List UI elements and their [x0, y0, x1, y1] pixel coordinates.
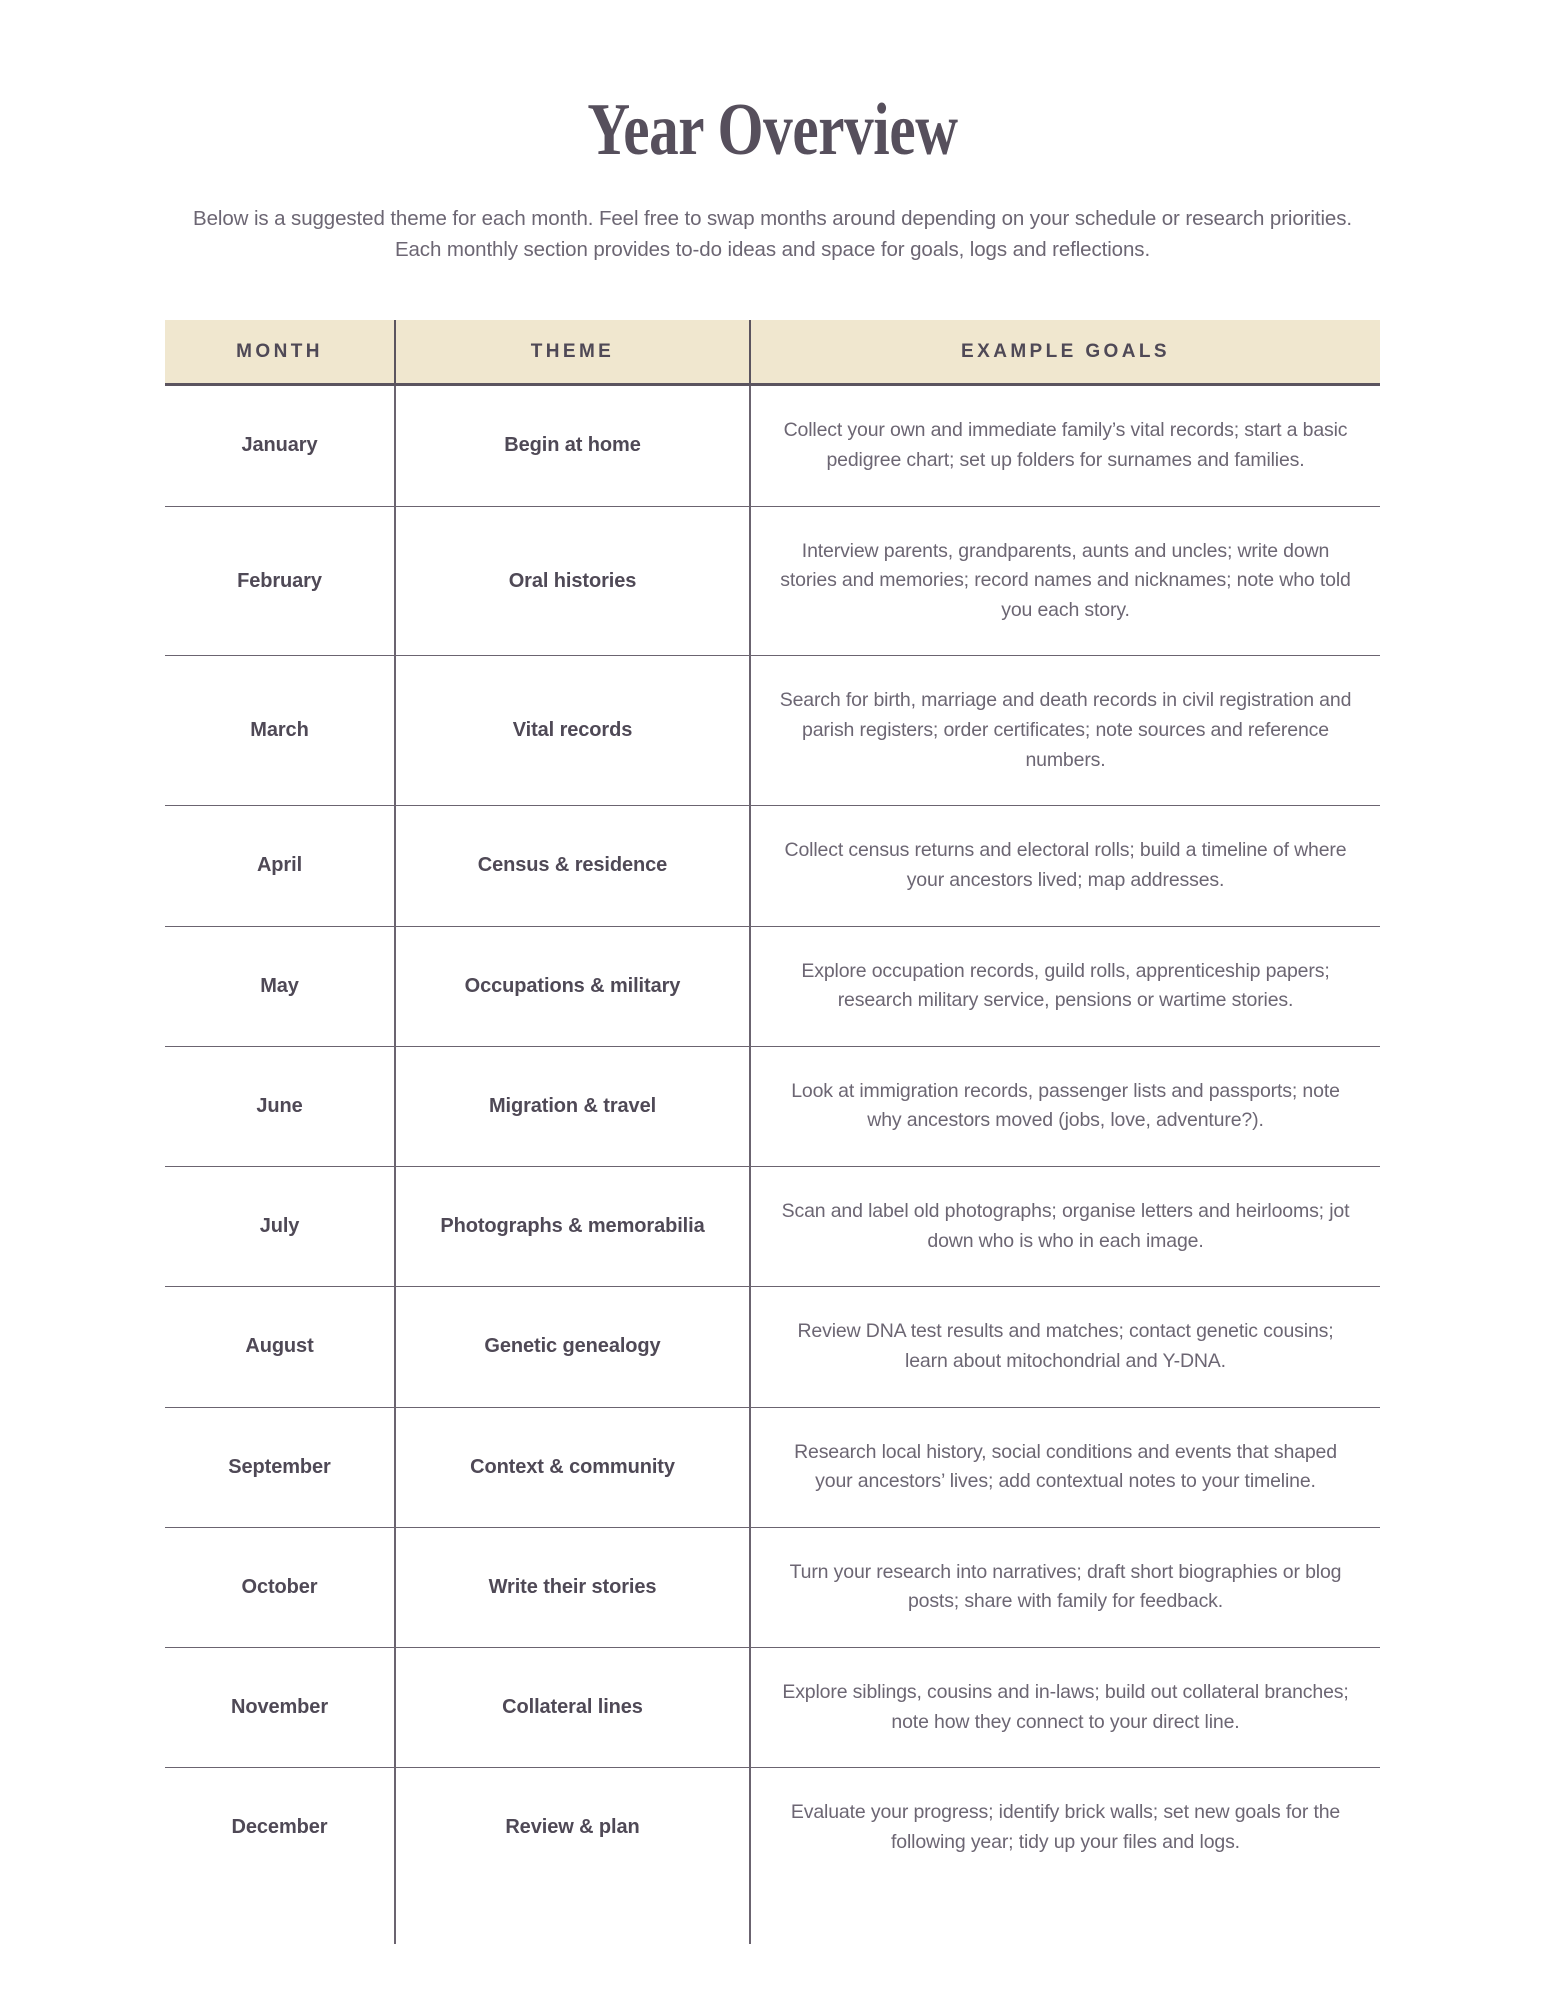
- cell-month: February: [165, 506, 395, 656]
- cell-theme: Oral histories: [395, 506, 750, 656]
- table-header: [165, 320, 1380, 385]
- cell-month: May: [165, 926, 395, 1046]
- cell-month: December: [165, 1768, 395, 1944]
- cell-example-goals: Turn your research into narratives; draft short biographies or blog posts; share with family for feedback.: [750, 1527, 1380, 1647]
- column-header-month: MONTH: [165, 320, 395, 385]
- cell-month: January: [165, 385, 395, 506]
- cell-theme: Collateral lines: [395, 1648, 750, 1768]
- cell-theme: Census & residence: [395, 806, 750, 926]
- cell-month: June: [165, 1046, 395, 1166]
- table-row: [165, 1167, 1380, 1287]
- cell-example-goals: Explore siblings, cousins and in-laws; build out collateral branches; note how they connect to your direct line.: [750, 1648, 1380, 1768]
- cell-month: July: [165, 1167, 395, 1287]
- table-row: [165, 1527, 1380, 1647]
- cell-example-goals: Interview parents, grandparents, aunts and uncles; write down stories and memories; record names and nicknames; note who told you each story.: [750, 506, 1380, 656]
- cell-theme: Genetic genealogy: [395, 1287, 750, 1407]
- cell-example-goals: Collect your own and immediate family’s vital records; start a basic pedigree chart; set up folders for surnames and families.: [750, 385, 1380, 506]
- cell-theme: Begin at home: [395, 385, 750, 506]
- cell-month: November: [165, 1648, 395, 1768]
- table-row: [165, 1648, 1380, 1768]
- cell-theme: Photographs & memorabilia: [395, 1167, 750, 1287]
- table-row: [165, 385, 1380, 506]
- table-row: [165, 656, 1380, 806]
- cell-example-goals: Evaluate your progress; identify brick walls; set new goals for the following year; tidy up your files and logs.: [790, 1801, 1341, 1853]
- year-overview-table-wrapper: [165, 320, 1380, 1943]
- cell-theme: Migration & travel: [395, 1046, 750, 1166]
- cell-theme: Review & plan: [395, 1768, 750, 1944]
- table-row: [165, 1768, 1380, 1944]
- cell-example-goals: Explore occupation records, guild rolls, apprenticeship papers; research military service, pensions or wartime stories.: [750, 926, 1380, 1046]
- cell-example-goals: Scan and label old photographs; organise letters and heirlooms; jot down who is who in each image.: [750, 1167, 1380, 1287]
- cell-theme: Occupations & military: [395, 926, 750, 1046]
- cell-month: April: [165, 806, 395, 926]
- column-header-example-goals: EXAMPLE GOALS: [750, 320, 1380, 385]
- cell-month: August: [165, 1287, 395, 1407]
- table-row: [165, 506, 1380, 656]
- intro-paragraph: Below is a suggested theme for each month. Feel free to swap months around depending on your schedule or research priorities. Each monthly section provides to-do ideas and space for goals, logs and reflections.: [193, 207, 1352, 262]
- table-row: [165, 1046, 1380, 1166]
- table-body: [165, 385, 1380, 1944]
- cell-example-goals: Review DNA test results and matches; contact genetic cousins; learn about mitochondrial and Y-DNA.: [750, 1287, 1380, 1407]
- table-row: [165, 926, 1380, 1046]
- cell-theme: Write their stories: [395, 1527, 750, 1647]
- column-header-theme: THEME: [395, 320, 750, 385]
- year-overview-table: [165, 320, 1380, 1943]
- table-row: [165, 1287, 1380, 1407]
- cell-example-goals: Collect census returns and electoral rolls; build a timeline of where your ancestors lived; map addresses.: [750, 806, 1380, 926]
- table-row: [165, 806, 1380, 926]
- cell-example-goals: Research local history, social conditions and events that shaped your ancestors’ lives; add contextual notes to your timeline.: [750, 1407, 1380, 1527]
- cell-theme: Context & community: [395, 1407, 750, 1527]
- cell-month: October: [165, 1527, 395, 1647]
- cell-month: September: [165, 1407, 395, 1527]
- cell-theme: Vital records: [395, 656, 750, 806]
- cell-example-goals: Look at immigration records, passenger lists and passports; note why ancestors moved (jobs, love, adventure?).: [750, 1046, 1380, 1166]
- table-header-row: [165, 320, 1380, 385]
- table-row: [165, 1407, 1380, 1527]
- cell-example-goals: Search for birth, marriage and death records in civil registration and parish registers; order certificates; note sources and reference numbers.: [750, 656, 1380, 806]
- cell-month: March: [165, 656, 395, 806]
- page-title: Year Overview: [587, 89, 958, 171]
